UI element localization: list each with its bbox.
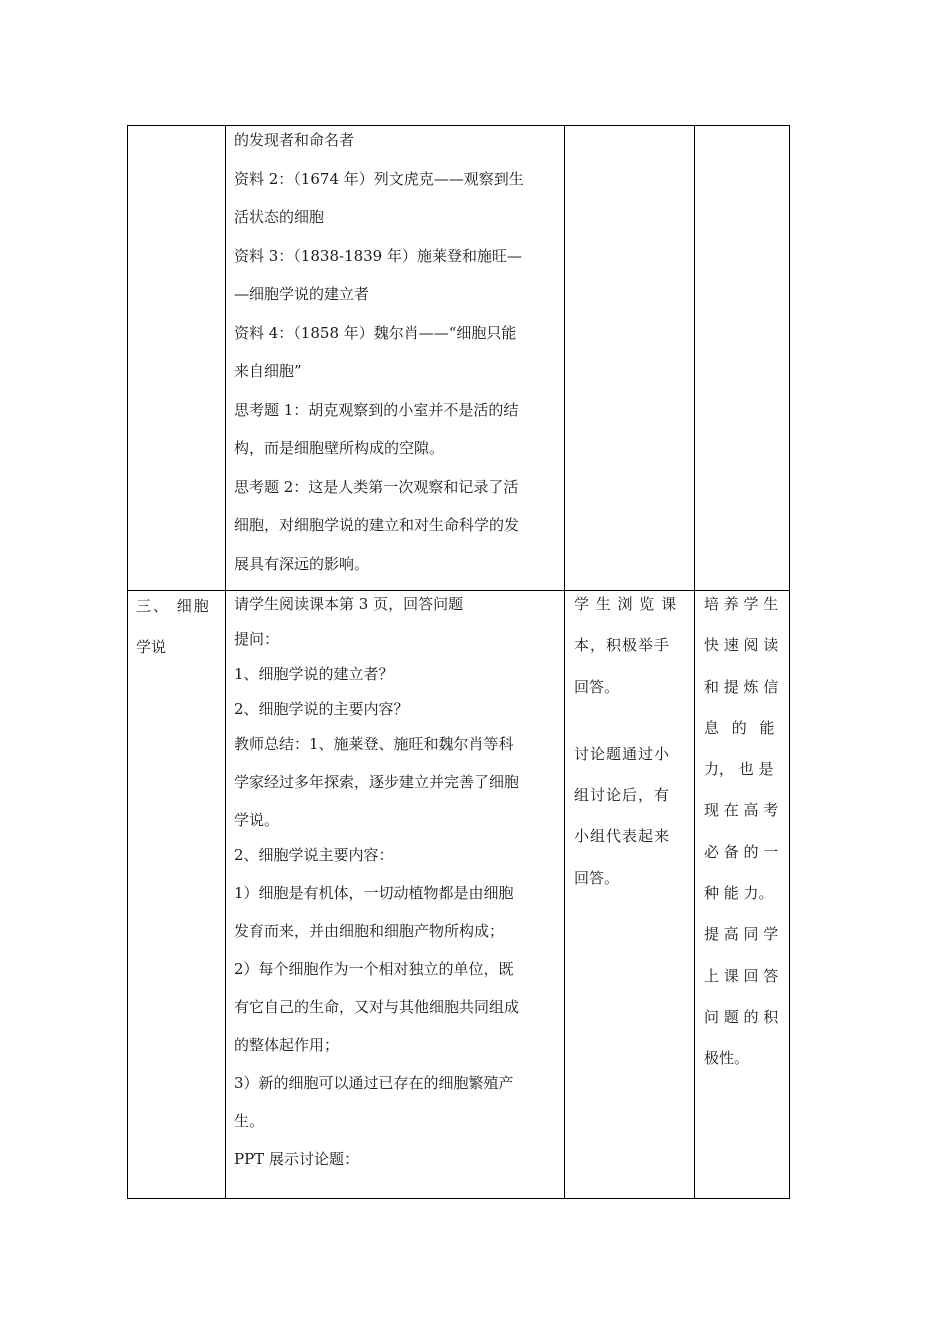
student-text-line: 本，积极举手 <box>574 636 671 655</box>
text-line: 1、细胞学说的建立者？ <box>234 665 394 683</box>
column-divider <box>225 126 226 1198</box>
text-line: 生。 <box>234 1112 265 1130</box>
student-text-line: 讨论题通过小 <box>574 744 671 763</box>
student-text-line: 组讨论后，有 <box>574 786 671 805</box>
student-text-line: 学 生 浏 览 课 <box>574 595 678 613</box>
text-line: 资料 3：（1838-1839 年）施莱登和施旺— <box>234 246 522 265</box>
text-line: 发育而来，并由细胞和细胞产物所构成； <box>234 922 505 940</box>
text-line: 学家经过多年探索，逐步建立并完善了细胞 <box>234 773 520 791</box>
lesson-plan-table <box>127 125 790 1199</box>
text-line: 来自细胞” <box>234 362 302 380</box>
text-line: 展具有深远的影响。 <box>234 554 370 573</box>
text-line: 2）每个细胞作为一个相对独立的单位，既 <box>234 960 514 978</box>
purpose-text-line: 极性。 <box>704 1049 750 1068</box>
stage-title: 三、 细胞 <box>136 597 211 615</box>
purpose-text-line: 息 的 能 <box>704 718 779 737</box>
purpose-text-line: 培 养 学 生 <box>704 595 779 613</box>
text-line: 资料 2：（1674 年）列文虎克——观察到生 <box>234 169 524 188</box>
column-divider <box>694 126 695 1198</box>
text-line: 有它自己的生命，又对与其他细胞共同组成 <box>234 998 520 1016</box>
column-divider <box>564 126 565 1198</box>
text-line: 活状态的细胞 <box>234 208 325 226</box>
row2-purpose-cell <box>704 592 779 1088</box>
row-divider <box>128 590 789 591</box>
purpose-text-line: 力， 也 是 <box>704 760 774 779</box>
text-line: 思考题 2：这是人类第一次观察和记录了活 <box>234 477 519 496</box>
purpose-text-line: 上 课 回 答 <box>704 966 779 985</box>
text-line: 学说。 <box>234 811 280 829</box>
text-line: 教师总结：1、施莱登、施旺和魏尔肖等科 <box>234 735 514 753</box>
text-line: 2、细胞学说主要内容： <box>234 846 394 864</box>
purpose-text-line: 和 提 炼 信 <box>704 677 779 696</box>
text-line: PPT 展示讨论题： <box>234 1150 359 1168</box>
stage-title: 学说 <box>136 638 167 657</box>
row2-stage-cell <box>136 594 211 677</box>
row2-student-cell <box>574 592 677 907</box>
text-line: 2、细胞学说的主要内容？ <box>234 700 409 718</box>
purpose-text-line: 问 题 的 积 <box>704 1007 779 1026</box>
text-line: 的发现者和命名者 <box>234 131 355 149</box>
text-line: 1）细胞是有机体，一切动植物都是由细胞 <box>234 884 514 902</box>
student-text-line: 回答。 <box>574 677 620 696</box>
purpose-text-line: 种 能 力。 <box>704 884 774 903</box>
row1-content-cell <box>234 128 524 590</box>
purpose-text-line: 现 在 高 考 <box>704 801 779 820</box>
text-line: 构，而是细胞壁所构成的空隙。 <box>234 439 445 457</box>
purpose-text-line: 快 速 阅 读 <box>704 636 779 655</box>
text-line: 细胞，对细胞学说的建立和对生命科学的发 <box>234 516 520 534</box>
text-line: 提问： <box>234 630 280 648</box>
text-line: —细胞学说的建立者 <box>234 285 370 303</box>
text-line: 资料 4：（1858 年）魏尔肖——“细胞只能 <box>234 323 517 342</box>
text-line: 请学生阅读课本第 3 页，回答问题 <box>234 595 464 613</box>
student-text-line: 小组代表起来 <box>574 827 671 846</box>
student-text-line: 回答。 <box>574 868 620 887</box>
purpose-text-line: 必 备 的 一 <box>704 842 779 861</box>
text-line: 的整体起作用； <box>234 1036 340 1054</box>
text-line: 3）新的细胞可以通过已存在的细胞繁殖产 <box>234 1074 514 1092</box>
text-line: 思考题 1：胡克观察到的小室并不是活的结 <box>234 400 519 419</box>
purpose-text-line: 提 高 同 学 <box>704 925 779 944</box>
row2-content-cell <box>234 592 519 1185</box>
